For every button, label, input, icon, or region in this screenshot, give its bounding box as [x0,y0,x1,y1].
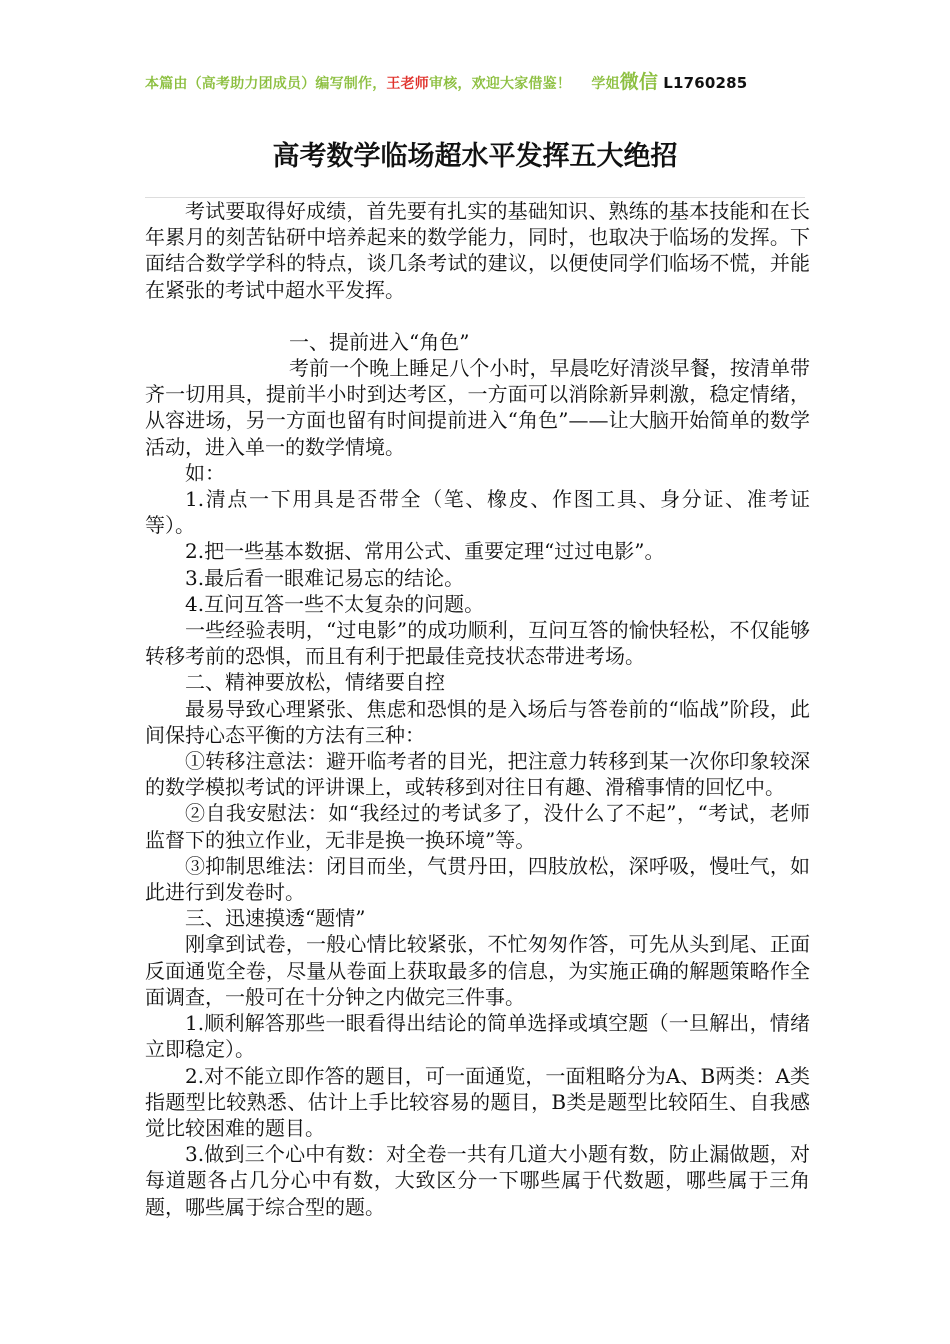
list-item: 2.对不能立即作答的题目，可一面通览，一面粗略分为A、B两类：A类指题型比较熟悉、估计上手比较容易的题目，B类是题型比较陌生、自我感觉比较困难的题目。 [145,1063,810,1140]
paragraph-intro: 考试要取得好成绩，首先要有扎实的基础知识、熟练的基本技能和在长年累月的刻苦钻研中培养起来的数学能力，同时，也取决于临场的发挥。下面结合数学学科的特点，谈几条考试的建议，以便使同学们临场不慌，并能在紧张的考试中超水平发挥。 [145,199,810,302]
section-heading-2: 二、精神要放松，情绪要自控 [185,670,445,695]
section-heading-3: 三、迅速摸透“题情” [185,906,366,931]
header-text-1: 本篇由（高考助力团成员）编写制作， [145,76,387,92]
list-item: 1.顺利解答那些一眼看得出结论的简单选择或填空题（一旦解出，情绪立即稳定）。 [145,1011,810,1062]
list-item: 1.清点一下用具是否带全（笔、橡皮、作图工具、身分证、准考证等）。 [145,487,810,538]
list-item: 3.最后看一眼难记易忘的结论。 [185,565,465,590]
list-item: ①转移注意法：避开临考者的目光，把注意力转移到某一次你印象较深的数学模拟考试的评讲课上，或转移到对往日有趣、滑稽事情的回忆中。 [145,749,810,800]
document-body [145,198,810,1220]
header-text-2: 审核，欢迎大家借鉴！ [429,76,572,92]
document-title: 高考数学临场超水平发挥五大绝招 [272,141,678,172]
list-item: 3.做到三个心中有数：对全卷一共有几道大小题有数，防止漏做题，对每道题各占几分心中有数，大致区分一下哪些属于代数题，哪些属于三角题，哪些属于综合型的题。 [145,1142,810,1219]
paragraph: 考前一个晚上睡足八个小时，早晨吃好清淡早餐，按清单带齐一切用具，提前半小时到达考区，一方面可以消除新异刺激，稳定情绪，从容进场，另一方面也留有时间提前进入“角色”——让大脑开始简单的数学活动，进入单一的数学情境。 [145,356,810,459]
header-text-3: 学姐 [591,76,620,92]
page-header-note [145,67,845,94]
paragraph: 刚拿到试卷，一般心情比较紧张，不忙匆匆作答，可先从头到尾、正面反面通览全卷，尽量从卷面上获取最多的信息，为实施正确的解题策略作全面调查，一般可在十分钟之内做完三件事。 [145,932,810,1009]
header-reviewer: 王老师 [386,76,430,92]
section-heading-1: 一、提前进入“角色” [289,329,470,354]
header-wechat: 微信 [619,71,659,93]
paragraph: 如： [185,460,225,485]
list-item: ③抑制思维法：闭目而坐，气贯丹田，四肢放松，深呼吸，慢吐气，如此进行到发卷时。 [145,853,810,905]
header-contact-id: L1760285 [663,74,748,92]
list-item: ②自我安慰法：如“我经过的考试多了，没什么了不起”，“考试，老师监督下的独立作业，无非是换一换环境”等。 [145,801,810,852]
paragraph: 一些经验表明，“过电影”的成功顺利，互问互答的愉快轻松，不仅能够转移考前的恐惧，而且有利于把最佳竞技状态带进考场。 [145,618,810,669]
list-item: 2.把一些基本数据、常用公式、重要定理“过过电影”。 [185,539,665,564]
paragraph: 最易导致心理紧张、焦虑和恐惧的是入场后与答卷前的“临战”阶段，此间保持心态平衡的方法有三种： [145,696,810,747]
list-item: 4.互问互答一些不太复杂的问题。 [185,591,485,616]
